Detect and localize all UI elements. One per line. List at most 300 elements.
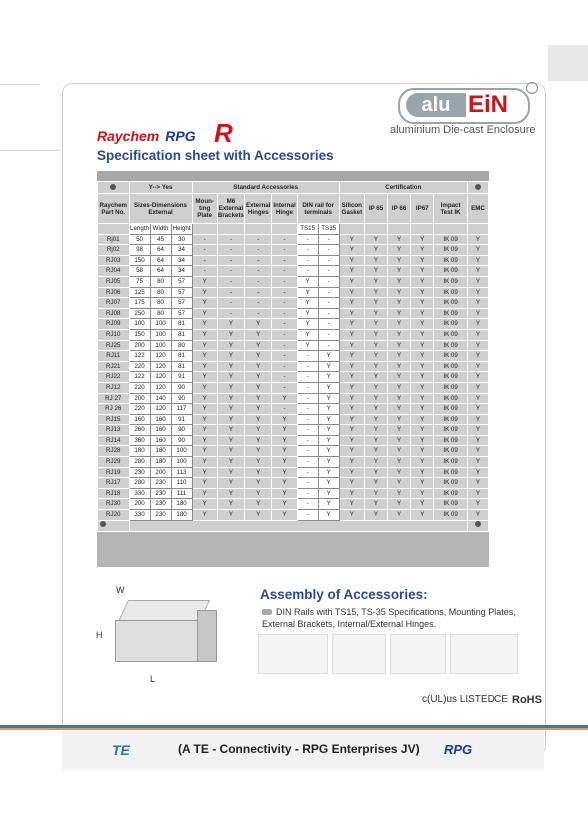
table-cell: IK 09 — [434, 446, 468, 457]
table-row — [98, 393, 489, 404]
tagline: aluminium Die-cast Enclosure — [390, 124, 536, 136]
table-cell: - — [297, 245, 318, 256]
table-cell: IK 09 — [434, 340, 468, 351]
table-cell: Y — [192, 467, 217, 478]
table-cell: Y — [411, 234, 434, 245]
table-cell: Y — [217, 329, 244, 340]
table-cell: IK 09 — [434, 255, 468, 266]
table-row — [98, 510, 489, 521]
table-cell: - — [217, 266, 244, 277]
table-cell: Y — [411, 298, 434, 309]
subheader-empty — [339, 224, 364, 235]
table-cell: - — [272, 276, 297, 287]
table-cell: Y — [388, 467, 411, 478]
table-cell: - — [297, 478, 318, 489]
accessory-image-rails — [258, 634, 328, 674]
table-cell: - — [297, 382, 318, 393]
table-cell: 100 — [150, 319, 171, 330]
table-cell: 34 — [171, 245, 192, 256]
table-cell: Y — [297, 340, 318, 351]
table-cell: Y — [467, 404, 488, 415]
table-cell: Y — [339, 414, 364, 425]
table-cell: 200 — [129, 499, 150, 510]
table-cell: Y — [364, 414, 387, 425]
table-cell: Y — [467, 266, 488, 277]
table-row — [98, 245, 489, 256]
table-cell: 220 — [129, 361, 150, 372]
col-header-part-no: Raychem Part No. — [98, 194, 130, 224]
table-cell: Y — [388, 510, 411, 521]
table-cell: 230 — [129, 467, 150, 478]
table-cell: Y — [318, 393, 339, 404]
table-cell: Y — [318, 382, 339, 393]
table-cell: 120 — [150, 351, 171, 362]
table-cell: - — [272, 372, 297, 383]
table-cell: Y — [467, 234, 488, 245]
table-cell: Y — [411, 319, 434, 330]
table-cell: Y — [318, 425, 339, 436]
table-cell: 200 — [150, 467, 171, 478]
table-cell: Y — [388, 404, 411, 415]
subheader-empty — [467, 224, 488, 235]
table-cell: IK 09 — [434, 234, 468, 245]
table-row — [98, 319, 489, 330]
table-cell: IK 09 — [434, 393, 468, 404]
subheader-empty — [245, 224, 272, 235]
table-cell: Y — [272, 393, 297, 404]
table-cell: - — [272, 255, 297, 266]
table-cell: 81 — [171, 329, 192, 340]
table-cell: IK 09 — [434, 329, 468, 340]
assembly-description — [262, 606, 532, 630]
table-cell: Y — [192, 404, 217, 415]
table-cell: Y — [192, 393, 217, 404]
table-cell: - — [217, 245, 244, 256]
registered-icon — [526, 82, 538, 94]
table-cell: IK 09 — [434, 298, 468, 309]
table-cell: Y — [411, 414, 434, 425]
table-cell: Y — [411, 340, 434, 351]
table-cell: Y — [364, 245, 387, 256]
table-cell: IK 09 — [434, 361, 468, 372]
table-cell: Y — [388, 414, 411, 425]
header-dot-cell — [98, 182, 130, 194]
table-cell: Y — [388, 488, 411, 499]
table-cell: - — [297, 393, 318, 404]
table-cell: Y — [192, 340, 217, 351]
table-cell: 160 — [150, 425, 171, 436]
table-cell: - — [318, 319, 339, 330]
table-cell: - — [297, 266, 318, 277]
table-row — [98, 361, 489, 372]
table-cell: 81 — [171, 319, 192, 330]
table-cell: Y — [339, 372, 364, 383]
table-cell: Y — [467, 435, 488, 446]
table-cell: 230 — [150, 499, 171, 510]
table-cell: Y — [245, 446, 272, 457]
table-row — [98, 457, 489, 468]
te-logo: TE — [112, 742, 130, 758]
part-number-cell: RJ22 — [98, 372, 130, 383]
rpg-r-logo: R — [214, 118, 233, 148]
table-cell: - — [297, 404, 318, 415]
table-row — [98, 351, 489, 362]
table-cell: IK 09 — [434, 478, 468, 489]
table-cell: IK 09 — [434, 319, 468, 330]
table-cell: IK 09 — [434, 266, 468, 277]
accessory-image-plate — [332, 634, 386, 674]
table-cell: Y — [272, 435, 297, 446]
dim-label-h: H — [96, 630, 103, 640]
table-cell: - — [297, 361, 318, 372]
subheader-ts15: TS15 — [297, 224, 318, 235]
table-cell: Y — [318, 414, 339, 425]
table-cell: Y — [388, 361, 411, 372]
table-cell: 57 — [171, 308, 192, 319]
table-cell: Y — [388, 234, 411, 245]
table-cell: - — [272, 308, 297, 319]
table-cell: - — [272, 340, 297, 351]
part-number-cell: RJ09 — [98, 319, 130, 330]
table-cell: Y — [272, 446, 297, 457]
table-cell: Y — [388, 425, 411, 436]
table-cell: 150 — [129, 255, 150, 266]
ul-listed-mark: c(UL)us LISTED — [422, 694, 495, 705]
table-row — [98, 340, 489, 351]
table-cell: Y — [467, 499, 488, 510]
table-cell: Y — [364, 467, 387, 478]
table-cell: 180 — [150, 446, 171, 457]
table-cell: 160 — [129, 414, 150, 425]
table-cell: Y — [364, 393, 387, 404]
table-cell: Y — [339, 467, 364, 478]
bg-line — [0, 84, 40, 85]
table-cell: Y — [272, 425, 297, 436]
table-cell: Y — [318, 435, 339, 446]
table-cell: 160 — [150, 414, 171, 425]
table-cell: Y — [339, 298, 364, 309]
part-number-cell: Rj01 — [98, 234, 130, 245]
table-cell: Y — [192, 478, 217, 489]
table-cell: Y — [217, 467, 244, 478]
table-cell: Y — [467, 393, 488, 404]
table-cell: Y — [297, 276, 318, 287]
table-cell: Y — [192, 499, 217, 510]
table-cell: Y — [411, 372, 434, 383]
table-cell: Y — [192, 414, 217, 425]
table-cell: Y — [364, 234, 387, 245]
table-cell: 120 — [150, 372, 171, 383]
table-cell: Y — [217, 404, 244, 415]
table-cell: Y — [411, 404, 434, 415]
table-cell: 180 — [150, 457, 171, 468]
table-cell: Y — [467, 319, 488, 330]
table-cell: - — [297, 467, 318, 478]
rpg-wordmark: RPG — [165, 128, 196, 144]
table-row — [98, 499, 489, 510]
table-cell: 100 — [171, 457, 192, 468]
group-header-certification: Certification — [339, 182, 467, 194]
table-cell: Y — [339, 382, 364, 393]
table-cell: 80 — [150, 308, 171, 319]
table-cell: 120 — [150, 404, 171, 415]
table-cell: IK 09 — [434, 425, 468, 436]
table-cell: Y — [217, 457, 244, 468]
part-number-cell: RJ 26 — [98, 404, 130, 415]
subheader-empty — [192, 224, 217, 235]
table-cell: Y — [467, 372, 488, 383]
col-header-ip66: IP 66 — [388, 194, 411, 224]
table-cell: 122 — [129, 372, 150, 383]
header-dot-cell — [467, 182, 488, 194]
table-cell: Y — [364, 361, 387, 372]
table-cell: Y — [192, 372, 217, 383]
table-cell: - — [297, 457, 318, 468]
table-cell: Y — [388, 435, 411, 446]
table-cell: Y — [339, 266, 364, 277]
table-cell: IK 09 — [434, 308, 468, 319]
table-cell: Y — [245, 319, 272, 330]
table-cell: 160 — [150, 435, 171, 446]
table-cell: Y — [245, 499, 272, 510]
table-cell: Y — [364, 266, 387, 277]
table-cell: Y — [339, 319, 364, 330]
table-cell: Y — [245, 435, 272, 446]
table-cell: Y — [411, 351, 434, 362]
table-cell: Y — [217, 319, 244, 330]
table-cell: - — [297, 435, 318, 446]
aluein-logo-ein: EiN — [468, 91, 509, 118]
table-cell: Y — [245, 351, 272, 362]
rohs-mark: RoHS — [512, 694, 542, 706]
table-cell: Y — [411, 308, 434, 319]
table-cell: - — [272, 351, 297, 362]
subheader-empty — [434, 224, 468, 235]
table-cell: Y — [467, 308, 488, 319]
table-cell: - — [318, 245, 339, 256]
table-cell: 120 — [150, 361, 171, 372]
table-cell: IK 09 — [434, 382, 468, 393]
table-cell: Y — [467, 351, 488, 362]
table-cell: Y — [245, 414, 272, 425]
table-cell: Y — [411, 266, 434, 277]
dim-label-l: L — [150, 674, 156, 684]
table-cell: Y — [411, 467, 434, 478]
table-cell: - — [245, 287, 272, 298]
table-cell: 80 — [150, 287, 171, 298]
part-number-cell: RJ20 — [98, 510, 130, 521]
table-cell: Y — [245, 510, 272, 521]
table-cell: - — [297, 351, 318, 362]
assembly-text: DIN Rails with TS15, TS-35 Specifications, Mounting Plates, External Brackets, Internal/External Hinges. — [262, 607, 516, 629]
col-header-mounting-plate: Moun- ting Plate — [192, 194, 217, 224]
part-number-cell: RJ14 — [98, 435, 130, 446]
table-cell: 250 — [129, 308, 150, 319]
table-cell: - — [272, 245, 297, 256]
table-cell: - — [297, 499, 318, 510]
table-cell: Y — [411, 425, 434, 436]
table-cell: Y — [388, 457, 411, 468]
table-cell: Y — [272, 414, 297, 425]
table-cell: Y — [217, 351, 244, 362]
table-cell: Y — [192, 446, 217, 457]
table-cell: 91 — [171, 414, 192, 425]
table-row — [98, 435, 489, 446]
table-cell: Y — [339, 499, 364, 510]
table-cell: 34 — [171, 266, 192, 277]
col-header-dimensions: Sizes-Dimensions External — [129, 194, 192, 224]
table-cell: 220 — [129, 404, 150, 415]
table-cell: - — [297, 255, 318, 266]
table-cell: - — [245, 266, 272, 277]
table-cell: - — [272, 234, 297, 245]
table-cell: Y — [318, 351, 339, 362]
table-cell: Y — [339, 255, 364, 266]
table-cell: Y — [411, 382, 434, 393]
table-cell: 280 — [129, 478, 150, 489]
table-cell: Y — [217, 510, 244, 521]
table-cell: Y — [411, 510, 434, 521]
table-row — [98, 287, 489, 298]
table-cell: Y — [192, 382, 217, 393]
table-cell: Y — [467, 457, 488, 468]
table-cell: Y — [467, 329, 488, 340]
table-cell: 330 — [129, 488, 150, 499]
part-number-cell: RJ18 — [98, 488, 130, 499]
table-cell: 64 — [150, 266, 171, 277]
table-cell: Y — [411, 478, 434, 489]
table-cell: IK 09 — [434, 457, 468, 468]
table-cell: Y — [467, 488, 488, 499]
table-row — [98, 298, 489, 309]
table-cell: Y — [467, 414, 488, 425]
table-cell: - — [297, 510, 318, 521]
table-cell: Y — [217, 435, 244, 446]
table-cell: 110 — [171, 478, 192, 489]
table-cell: 220 — [129, 382, 150, 393]
table-cell: Y — [339, 276, 364, 287]
table-cell: 280 — [129, 457, 150, 468]
table-cell: Y — [364, 382, 387, 393]
table-cell: IK 09 — [434, 488, 468, 499]
table-cell: 98 — [129, 245, 150, 256]
table-cell: 120 — [150, 382, 171, 393]
table-cell: Y — [339, 488, 364, 499]
table-cell: 200 — [129, 393, 150, 404]
table-cell: - — [297, 488, 318, 499]
table-cell: 360 — [129, 435, 150, 446]
table-cell: - — [272, 361, 297, 372]
table-cell: IK 09 — [434, 467, 468, 478]
table-cell: 140 — [150, 393, 171, 404]
table-cell: Y — [245, 478, 272, 489]
subheader-height: Height — [171, 224, 192, 235]
table-cell: Y — [318, 372, 339, 383]
table-cell: - — [272, 404, 297, 415]
table-cell: 180 — [171, 510, 192, 521]
subheader-empty — [272, 224, 297, 235]
table-cell: Y — [339, 351, 364, 362]
table-cell: Y — [245, 488, 272, 499]
table-cell: Y — [245, 329, 272, 340]
table-cell: Y — [388, 329, 411, 340]
part-number-cell: RJ28 — [98, 446, 130, 457]
table-cell: Y — [217, 499, 244, 510]
table-cell: Y — [297, 287, 318, 298]
table-cell: IK 09 — [434, 245, 468, 256]
table-cell: Y — [339, 478, 364, 489]
table-cell: Y — [339, 457, 364, 468]
table-cell: - — [318, 276, 339, 287]
bg-line — [0, 150, 60, 151]
table-cell: Y — [467, 298, 488, 309]
table-cell: 45 — [150, 234, 171, 245]
table-cell: Y — [388, 255, 411, 266]
table-cell: Y — [411, 245, 434, 256]
part-number-cell: RJ17 — [98, 478, 130, 489]
table-cell: 57 — [171, 287, 192, 298]
table-cell: - — [318, 340, 339, 351]
table-cell: Y — [388, 351, 411, 362]
subheader-empty — [364, 224, 387, 235]
table-cell: Y — [411, 499, 434, 510]
table-cell: Y — [411, 287, 434, 298]
col-header-external-hinges: External Hinges — [245, 194, 272, 224]
part-number-cell: RJ29 — [98, 457, 130, 468]
table-cell: - — [245, 245, 272, 256]
col-header-emc: EMC — [467, 194, 488, 224]
table-cell: Y — [192, 329, 217, 340]
table-cell: Y — [388, 372, 411, 383]
table-cell: Y — [411, 255, 434, 266]
accessory-image-bracket — [390, 634, 446, 674]
table-cell: - — [297, 446, 318, 457]
table-cell: - — [192, 255, 217, 266]
table-cell: IK 09 — [434, 276, 468, 287]
table-cell: 230 — [150, 510, 171, 521]
table-cell: Y — [411, 488, 434, 499]
page-title: Specification sheet with Accessories — [97, 148, 334, 163]
table-cell: 57 — [171, 276, 192, 287]
table-cell: Y — [217, 393, 244, 404]
table-cell: Y — [217, 382, 244, 393]
subheader-empty — [411, 224, 434, 235]
table-cell: Y — [272, 467, 297, 478]
table-cell: Y — [411, 393, 434, 404]
table-cell: IK 09 — [434, 510, 468, 521]
footer-dot-cell — [467, 520, 488, 531]
table-cell: Y — [339, 245, 364, 256]
table-cell: 91 — [171, 372, 192, 383]
table-cell: - — [245, 234, 272, 245]
table-cell: - — [297, 414, 318, 425]
table-cell: Y — [217, 446, 244, 457]
col-header-impact-test: Impact Test IK — [434, 194, 468, 224]
table-row — [98, 425, 489, 436]
table-row — [98, 488, 489, 499]
table-cell: 90 — [171, 435, 192, 446]
table-cell: 125 — [129, 287, 150, 298]
table-cell: - — [217, 276, 244, 287]
table-cell: - — [297, 372, 318, 383]
table-cell: 180 — [129, 446, 150, 457]
table-cell: - — [245, 298, 272, 309]
table-cell: - — [245, 255, 272, 266]
table-cell: Y — [411, 329, 434, 340]
table-cell: Y — [339, 446, 364, 457]
table-cell: Y — [318, 467, 339, 478]
table-cell: 122 — [129, 351, 150, 362]
